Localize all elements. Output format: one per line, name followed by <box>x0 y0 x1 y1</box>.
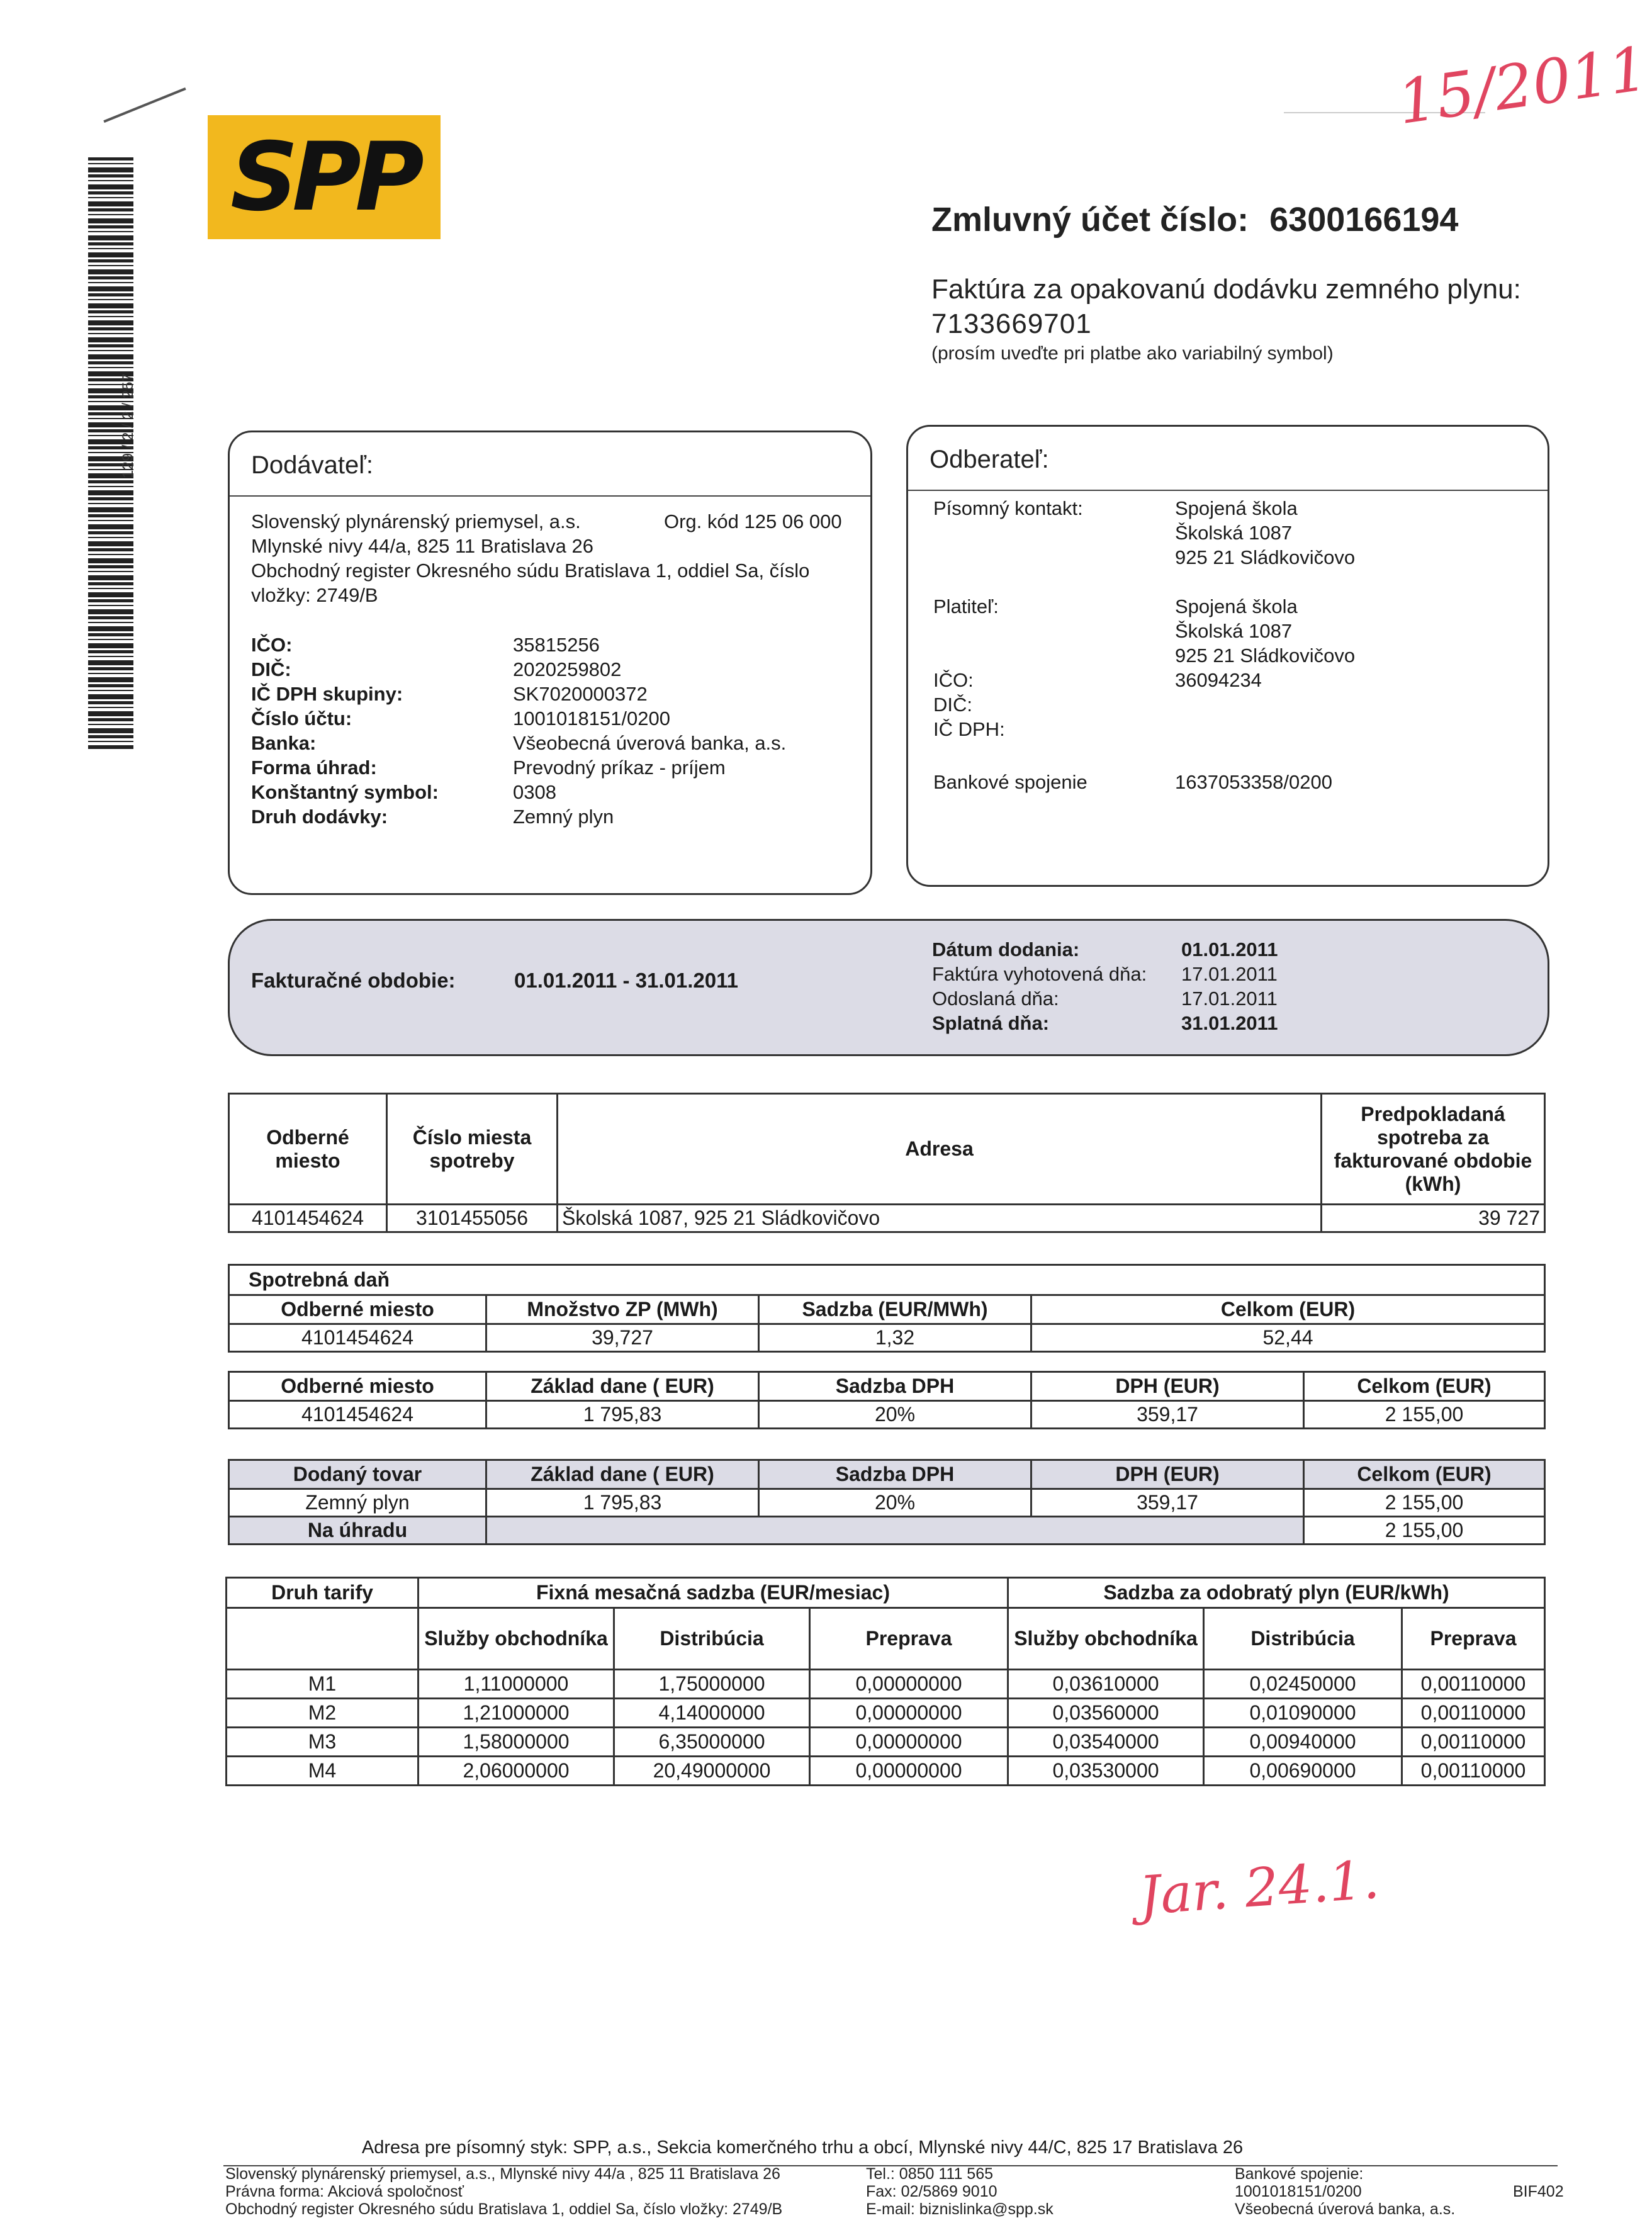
site-address-value: Školská 1087, 925 21 Sládkovičovo <box>558 1205 1322 1232</box>
excise-tax-table <box>228 1264 1546 1353</box>
supplier-ico-value: 35815256 <box>513 634 600 656</box>
supplier-dic-label: DIČ: <box>251 658 291 680</box>
supplier-account-label: Číslo účtu: <box>251 707 352 729</box>
handwritten-note: Jar. 24.1. <box>1137 1848 1381 1927</box>
tariff-sub-fixed-services: Služby obchodníka <box>419 1608 614 1670</box>
period-label: Fakturačné obdobie: <box>251 969 456 992</box>
vat-rate-value: 20% <box>759 1401 1031 1429</box>
vat-header-base: Základ dane ( EUR) <box>486 1372 759 1401</box>
delivery-date-label: Dátum dodania: <box>932 938 1080 960</box>
pen-mark <box>103 87 186 123</box>
tariff-m3-fixed-transport: 0,00000000 <box>810 1728 1008 1757</box>
supplier-icdph-label: IČ DPH skupiny: <box>251 683 403 705</box>
tariff-header-rate <box>1008 1578 1545 1608</box>
tariff-sub-fixed-transport: Preprava <box>810 1608 1008 1670</box>
logo-text: SPP <box>230 122 418 232</box>
tariff-header-type: Druh tarify <box>227 1578 419 1608</box>
tariff-row <box>227 1757 1545 1786</box>
tariff-header-rate-unit: (EUR/kWh) <box>1345 1581 1449 1604</box>
vat-base-value: 1 795,83 <box>486 1401 759 1429</box>
barcode-text: 129 / 2 / 2 / 257 <box>120 373 137 478</box>
footer-form-code: BIF402 <box>1513 2183 1564 2200</box>
invoice-title: Faktúra za opakovanú dodávku zemného plynu: <box>931 274 1521 305</box>
tariff-sub-rate-services: Služby obchodníka <box>1008 1608 1204 1670</box>
issue-date-label: Faktúra vyhotovená dňa: <box>932 963 1147 985</box>
tariff-m4-rate-distribution: 0,00690000 <box>1204 1757 1402 1786</box>
tariff-subheader-empty <box>227 1608 419 1670</box>
goods-base-value: 1 795,83 <box>486 1489 759 1517</box>
customer-bank-value: 1637053358/0200 <box>1175 771 1332 793</box>
site-header-consumption: Predpokladaná spotreba za fakturované obdobie (kWh) <box>1322 1094 1545 1205</box>
supplier-account-value: 1001018151/0200 <box>513 707 670 729</box>
tariff-m2-rate-distribution: 0,01090000 <box>1204 1699 1402 1728</box>
customer-payer-line-1: Spojená škola <box>1175 595 1298 617</box>
supplier-divider <box>230 495 870 497</box>
footer-bank-info <box>1235 2165 1455 2218</box>
site-consumption-value: 39 727 <box>1322 1205 1545 1232</box>
tariff-m3-rate-services: 0,03540000 <box>1008 1728 1204 1757</box>
vat-total-value: 2 155,00 <box>1304 1401 1545 1429</box>
supplier-constant-value: 0308 <box>513 781 556 803</box>
customer-box <box>906 425 1549 887</box>
tariff-row <box>227 1670 1545 1699</box>
vat-table <box>228 1371 1546 1429</box>
goods-header-total: Celkom (EUR) <box>1304 1460 1545 1489</box>
sent-date-value: 17.01.2011 <box>1181 988 1278 1010</box>
due-date-value: 31.01.2011 <box>1181 1012 1278 1034</box>
customer-divider <box>908 490 1548 491</box>
supplier-address: Mlynské nivy 44/a, 825 11 Bratislava 26 <box>251 535 593 557</box>
tariff-m2-rate-services: 0,03560000 <box>1008 1699 1204 1728</box>
goods-header-base: Základ dane ( EUR) <box>486 1460 759 1489</box>
customer-contact-line-2: Školská 1087 <box>1175 522 1293 544</box>
vat-header-rate: Sadzba DPH <box>759 1372 1031 1401</box>
amount-due-value: 2 155,00 <box>1304 1517 1545 1545</box>
excise-amount-value: 39,727 <box>486 1324 759 1352</box>
tariff-m2-fixed-transport: 0,00000000 <box>810 1699 1008 1728</box>
delivered-goods-table <box>228 1459 1546 1545</box>
tariff-m3-fixed-distribution: 6,35000000 <box>614 1728 810 1757</box>
footer-fax: Fax: 02/5869 9010 <box>866 2183 997 2200</box>
excise-header-place: Odberné miesto <box>229 1295 486 1324</box>
customer-payer-line-2: Školská 1087 <box>1175 620 1293 642</box>
supplier-constant-label: Konštantný symbol: <box>251 781 439 803</box>
supplier-supply-label: Druh dodávky: <box>251 806 388 828</box>
tariff-m1-rate-transport: 0,00110000 <box>1402 1670 1545 1699</box>
footer-email: E-mail: biznislinka@spp.sk <box>866 2200 1054 2218</box>
tariff-sub-rate-transport: Preprava <box>1402 1608 1545 1670</box>
footer-bank-name: Všeobecná úverová banka, a.s. <box>1235 2200 1456 2218</box>
supplier-name: Slovenský plynárenský priemysel, a.s. <box>251 510 581 532</box>
supplier-box <box>228 431 872 895</box>
issue-date-value: 17.01.2011 <box>1181 963 1278 985</box>
customer-contact-line-3: 925 21 Sládkovičovo <box>1175 546 1356 568</box>
footer-company-line-1: Slovenský plynárenský priemysel, a.s., Mlynské nivy 44/a , 825 11 Bratislava 26 <box>225 2165 780 2183</box>
vat-header-place: Odberné miesto <box>229 1372 486 1401</box>
customer-dic-label: DIČ: <box>933 694 972 716</box>
footer-company-line-2: Právna forma: Akciová spoločnosť <box>225 2183 464 2200</box>
goods-header-rate: Sadzba DPH <box>759 1460 1031 1489</box>
supplier-register: Obchodný register Okresného súdu Bratislava 1, oddiel Sa, číslo <box>251 560 810 582</box>
site-header-address: Adresa <box>558 1094 1322 1205</box>
tariff-m1-rate-services: 0,03610000 <box>1008 1670 1204 1699</box>
site-header-place: Odberné miesto <box>229 1094 387 1205</box>
supplier-title: Dodávateľ: <box>251 451 374 479</box>
excise-header-amount: Množstvo ZP (MWh) <box>486 1295 759 1324</box>
tariff-sub-rate-distribution: Distribúcia <box>1204 1608 1402 1670</box>
period-value: 01.01.2011 - 31.01.2011 <box>514 969 739 992</box>
excise-place-value: 4101454624 <box>229 1324 486 1352</box>
vat-header-vat: DPH (EUR) <box>1031 1372 1304 1401</box>
amount-due-spacer <box>486 1517 1304 1545</box>
spp-logo <box>208 115 441 239</box>
customer-bank-label: Bankové spojenie <box>933 771 1087 793</box>
tariff-m3-rate-distribution: 0,00940000 <box>1204 1728 1402 1757</box>
footer-bank-label: Bankové spojenie: <box>1235 2165 1364 2183</box>
customer-contact-label: Písomný kontakt: <box>933 497 1083 519</box>
tariff-row <box>227 1699 1545 1728</box>
supplier-bank-value: Všeobecná úverová banka, a.s. <box>513 732 787 754</box>
amount-due-label: Na úhradu <box>229 1517 486 1545</box>
supplier-ico-label: IČO: <box>251 634 293 656</box>
excise-header-total: Celkom (EUR) <box>1031 1295 1545 1324</box>
footer-bank-account: 1001018151/0200 <box>1235 2183 1362 2200</box>
vat-place-value: 4101454624 <box>229 1401 486 1429</box>
footer-company-info <box>225 2165 782 2218</box>
excise-title: Spotrebná daň <box>229 1265 1545 1295</box>
tariff-m2-fixed-services: 1,21000000 <box>419 1699 614 1728</box>
tariff-m2-name: M2 <box>227 1699 419 1728</box>
tariff-sub-fixed-distribution: Distribúcia <box>614 1608 810 1670</box>
customer-icdph-label: IČ DPH: <box>933 718 1005 740</box>
footer-contact-info <box>866 2165 1054 2218</box>
tariff-m4-fixed-services: 2,06000000 <box>419 1757 614 1786</box>
goods-header-vat: DPH (EUR) <box>1031 1460 1304 1489</box>
tariff-m1-rate-distribution: 0,02450000 <box>1204 1670 1402 1699</box>
supplier-org-code: Org. kód 125 06 000 <box>664 510 842 532</box>
goods-total-value: 2 155,00 <box>1304 1489 1545 1517</box>
tariff-row <box>227 1728 1545 1757</box>
handwritten-number: 15/2011 <box>1393 33 1652 138</box>
customer-ico-value: 36094234 <box>1175 669 1262 691</box>
excise-header-rate: Sadzba (EUR/MWh) <box>759 1295 1031 1324</box>
tariff-m3-name: M3 <box>227 1728 419 1757</box>
tariff-m4-rate-transport: 0,00110000 <box>1402 1757 1545 1786</box>
account-number: 6300166194 <box>1269 201 1459 239</box>
footer-phone: Tel.: 0850 111 565 <box>866 2165 994 2183</box>
tariff-m4-rate-services: 0,03530000 <box>1008 1757 1204 1786</box>
invoice-number: 7133669701 <box>931 308 1092 339</box>
goods-rate-value: 20% <box>759 1489 1031 1517</box>
supplier-dic-value: 2020259802 <box>513 658 622 680</box>
tariff-m1-fixed-services: 1,11000000 <box>419 1670 614 1699</box>
vat-vat-value: 359,17 <box>1031 1401 1304 1429</box>
customer-title: Odberateľ: <box>930 446 1049 473</box>
excise-total-value: 52,44 <box>1031 1324 1545 1352</box>
account-label: Zmluvný účet číslo: <box>931 201 1249 239</box>
invoice-note: (prosím uveďte pri platbe ako variabilný symbol) <box>931 343 1334 364</box>
supplier-payment-label: Forma úhrad: <box>251 757 377 779</box>
tariff-m1-name: M1 <box>227 1670 419 1699</box>
supplier-payment-value: Prevodný príkaz - príjem <box>513 757 726 779</box>
tariff-m1-fixed-transport: 0,00000000 <box>810 1670 1008 1699</box>
due-date-label: Splatná dňa: <box>932 1012 1050 1034</box>
sent-date-label: Odoslaná dňa: <box>932 988 1059 1010</box>
billing-period-band <box>228 919 1549 1056</box>
delivery-date-value: 01.01.2011 <box>1181 938 1278 960</box>
tariff-m4-name: M4 <box>227 1757 419 1786</box>
site-place-value: 4101454624 <box>229 1205 387 1232</box>
tariff-m4-fixed-transport: 0,00000000 <box>810 1757 1008 1786</box>
footer-company-line-3: Obchodný register Okresného súdu Bratislava 1, oddiel Sa, číslo vložky: 2749/B <box>225 2200 783 2218</box>
goods-vat-value: 359,17 <box>1031 1489 1304 1517</box>
customer-contact-line-1: Spojená škola <box>1175 497 1298 519</box>
tariff-m2-rate-transport: 0,00110000 <box>1402 1699 1545 1728</box>
tariff-m3-rate-transport: 0,00110000 <box>1402 1728 1545 1757</box>
customer-payer-label: Platiteľ: <box>933 595 999 617</box>
site-number-value: 3101455056 <box>387 1205 558 1232</box>
site-header-number: Číslo miesta spotreby <box>387 1094 558 1205</box>
tariff-m3-fixed-services: 1,58000000 <box>419 1728 614 1757</box>
supplier-supply-value: Zemný plyn <box>513 806 614 828</box>
customer-ico-label: IČO: <box>933 669 974 691</box>
goods-item-value: Zemný plyn <box>229 1489 486 1517</box>
account-heading <box>931 200 1458 239</box>
tariff-header-fixed: Fixná mesačná sadzba (EUR/mesiac) <box>419 1578 1008 1608</box>
tariff-header-rate-label: Sadzba za odobratý plyn <box>1103 1581 1340 1604</box>
customer-payer-line-3: 925 21 Sládkovičovo <box>1175 645 1356 667</box>
goods-header-item: Dodaný tovar <box>229 1460 486 1489</box>
tariff-m4-fixed-distribution: 20,49000000 <box>614 1757 810 1786</box>
consumption-site-table <box>228 1093 1546 1233</box>
footer-address: Adresa pre písomný styk: SPP, a.s., Sekcia komerčného trhu a obcí, Mlynské nivy 44/C, 825 17 Bratislava 26 <box>361 2137 1244 2158</box>
tariff-table <box>225 1577 1546 1786</box>
supplier-bank-label: Banka: <box>251 732 317 754</box>
vat-header-total: Celkom (EUR) <box>1304 1372 1545 1401</box>
tariff-m1-fixed-distribution: 1,75000000 <box>614 1670 810 1699</box>
excise-rate-value: 1,32 <box>759 1324 1031 1352</box>
tariff-m2-fixed-distribution: 4,14000000 <box>614 1699 810 1728</box>
supplier-register-2: vložky: 2749/B <box>251 584 378 606</box>
supplier-icdph-value: SK7020000372 <box>513 683 648 705</box>
